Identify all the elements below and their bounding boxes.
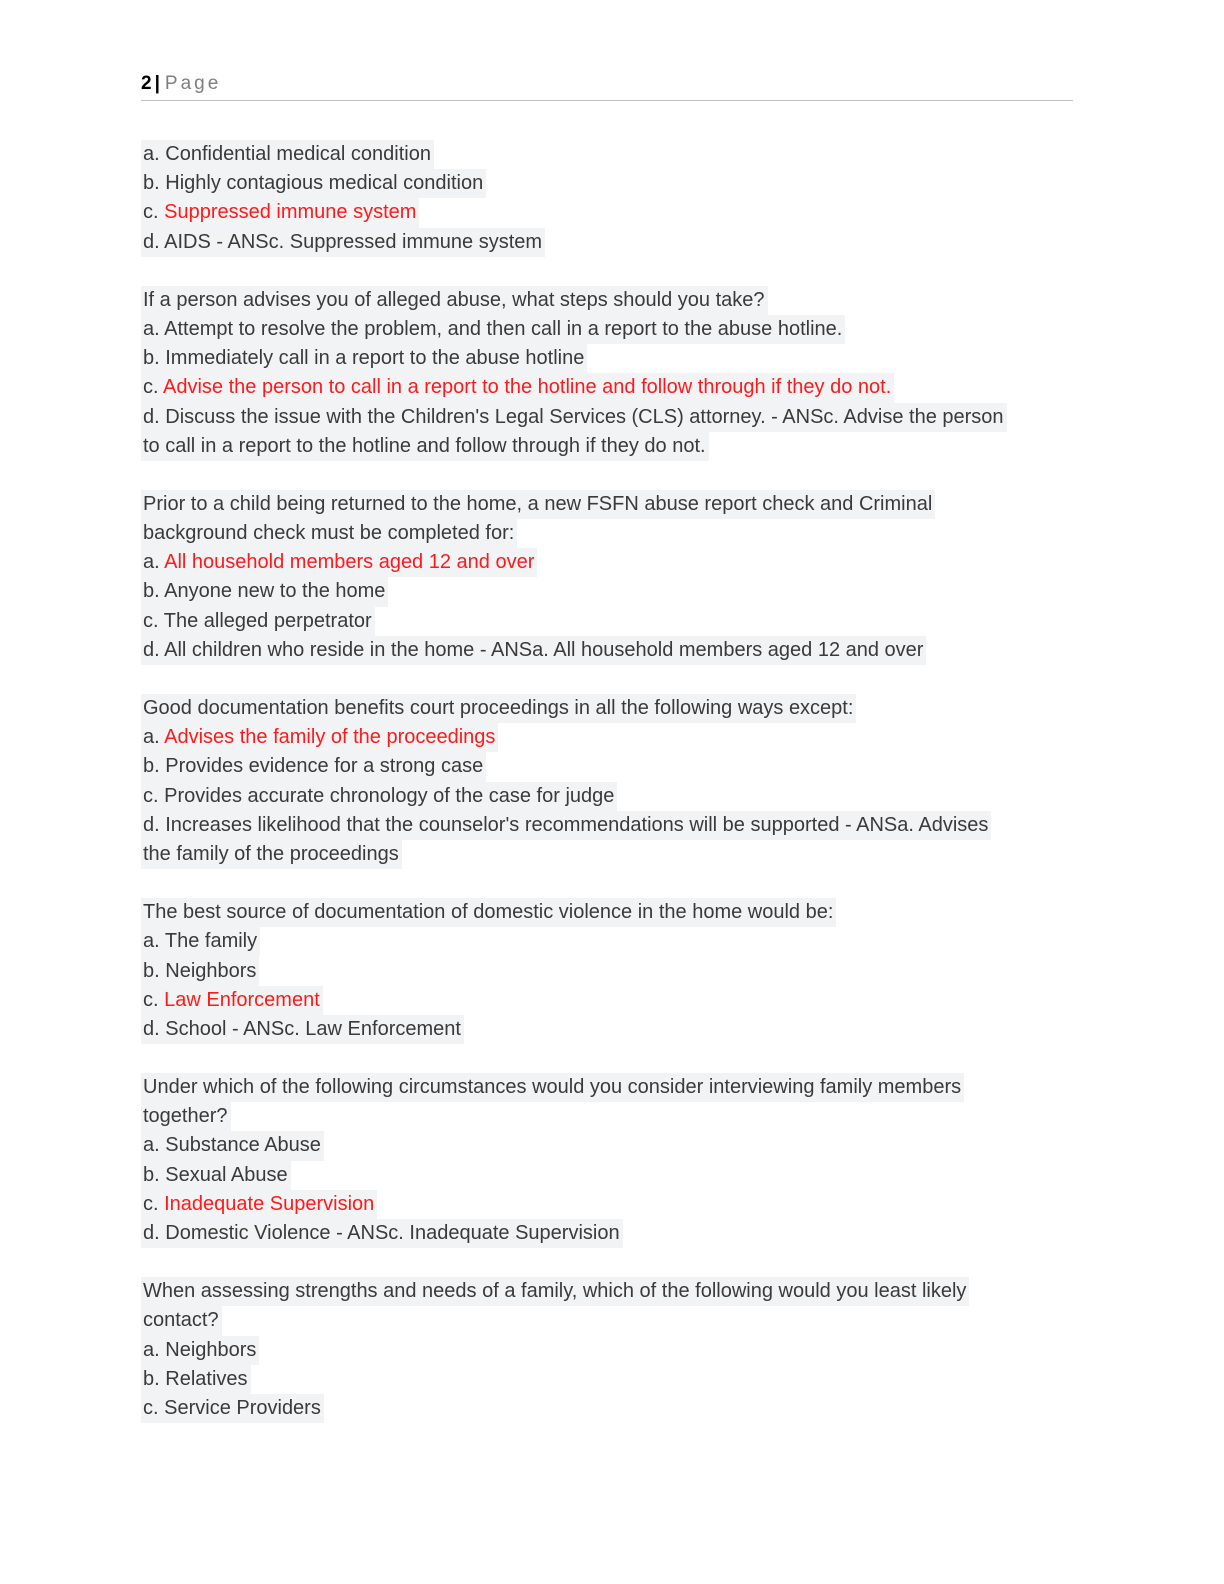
text-row bbox=[141, 1219, 1056, 1248]
line-text: All children who reside in the home - ANSa. All household members aged 12 and over bbox=[164, 638, 924, 661]
answer-option bbox=[141, 140, 434, 169]
option-letter: c. bbox=[143, 201, 165, 224]
correct-answer-text: Advises the family of the proceedings bbox=[164, 726, 496, 749]
answer-option bbox=[141, 782, 617, 811]
option-letter: c. bbox=[143, 1192, 165, 1215]
option-letter: d. bbox=[143, 1017, 166, 1040]
text-row bbox=[141, 577, 1056, 606]
question-text bbox=[141, 1073, 964, 1102]
page-header bbox=[141, 70, 1073, 101]
line-text: contact? bbox=[143, 1309, 219, 1332]
text-row bbox=[141, 811, 1056, 840]
option-letter: b. bbox=[143, 347, 166, 370]
answer-option bbox=[141, 636, 926, 665]
line-text: background check must be completed for: bbox=[143, 522, 515, 545]
option-letter: a. bbox=[143, 930, 165, 953]
text-row bbox=[141, 1015, 1056, 1044]
page-number: 2 bbox=[141, 73, 152, 94]
correct-answer-text: Advise the person to call in a report to the hotline and follow through if they do not. bbox=[163, 376, 892, 399]
page-number-separator: | bbox=[154, 73, 160, 94]
option-letter: d. bbox=[143, 813, 166, 836]
correct-answer-text: Law Enforcement bbox=[164, 988, 320, 1011]
line-text: The alleged perpetrator bbox=[163, 609, 372, 632]
question-text bbox=[141, 286, 768, 315]
option-letter: a. bbox=[143, 726, 165, 749]
option-letter: d. bbox=[143, 230, 165, 253]
option-letter: b. bbox=[143, 1163, 166, 1186]
option-letter: a. bbox=[143, 1134, 166, 1157]
line-text: Immediately call in a report to the abuse hotline bbox=[165, 347, 585, 370]
answer-option bbox=[141, 373, 894, 402]
answer-option bbox=[141, 548, 537, 577]
text-row bbox=[141, 1277, 1056, 1306]
question-block bbox=[141, 286, 1056, 461]
line-text: AIDS - ANSc. Suppressed immune system bbox=[164, 230, 543, 253]
option-letter: b. bbox=[143, 580, 165, 603]
line-text: Provides accurate chronology of the case for judge bbox=[164, 784, 615, 807]
answer-option bbox=[141, 228, 545, 257]
correct-answer-text: All household members aged 12 and over bbox=[164, 551, 535, 574]
answer-option bbox=[141, 811, 991, 840]
answer-option bbox=[141, 1015, 464, 1044]
line-text: together? bbox=[143, 1105, 228, 1128]
question-text bbox=[141, 1102, 231, 1131]
option-letter: d. bbox=[143, 638, 165, 661]
text-row bbox=[141, 957, 1056, 986]
line-text: Service Providers bbox=[164, 1396, 321, 1419]
question-text bbox=[141, 840, 402, 869]
answer-option bbox=[141, 1336, 259, 1365]
line-text: Neighbors bbox=[165, 1338, 257, 1361]
text-row bbox=[141, 548, 1056, 577]
question-block bbox=[141, 1073, 1056, 1248]
answer-option bbox=[141, 723, 498, 752]
line-text: When assessing strengths and needs of a family, which of the following would you least likely bbox=[143, 1280, 967, 1303]
text-row bbox=[141, 1336, 1056, 1365]
text-row bbox=[141, 694, 1056, 723]
line-text: Substance Abuse bbox=[165, 1134, 321, 1157]
option-letter: c. bbox=[143, 1396, 165, 1419]
line-text: Anyone new to the home bbox=[164, 580, 386, 603]
line-text: Domestic Violence - ANSc. Inadequate Supervision bbox=[165, 1222, 620, 1244]
text-row bbox=[141, 140, 1056, 169]
answer-option bbox=[141, 403, 1007, 432]
answer-option bbox=[141, 198, 419, 227]
line-text: Confidential medical condition bbox=[165, 143, 431, 165]
option-letter: a. bbox=[143, 317, 165, 340]
text-row bbox=[141, 1131, 1056, 1160]
question-text bbox=[141, 898, 836, 927]
line-text: If a person advises you of alleged abuse, what steps should you take? bbox=[143, 288, 765, 311]
question-text bbox=[141, 490, 935, 519]
question-text bbox=[141, 1277, 969, 1306]
text-row bbox=[141, 782, 1056, 811]
page-label: Page bbox=[164, 73, 222, 94]
line-text: Relatives bbox=[165, 1367, 248, 1390]
answer-option bbox=[141, 607, 375, 636]
line-text: Discuss the issue with the Children's Legal Services (CLS) attorney. - ANSc. Advise the person bbox=[165, 405, 1004, 428]
line-text: to call in a report to the hotline and follow through if they do not. bbox=[143, 434, 706, 457]
text-row bbox=[141, 607, 1056, 636]
question-block bbox=[141, 898, 1056, 1044]
answer-option bbox=[141, 957, 259, 986]
option-letter: a. bbox=[143, 1338, 166, 1361]
text-row bbox=[141, 315, 1056, 344]
line-text: Attempt to resolve the problem, and then call in a report to the abuse hotline. bbox=[164, 317, 843, 340]
text-row bbox=[141, 1394, 1056, 1423]
option-letter: a. bbox=[143, 143, 166, 165]
question-block bbox=[141, 490, 1056, 665]
text-row bbox=[141, 1102, 1056, 1131]
question-text bbox=[141, 519, 517, 548]
text-row bbox=[141, 1073, 1056, 1102]
answer-option bbox=[141, 1131, 324, 1160]
option-letter: b. bbox=[143, 959, 166, 982]
answer-option bbox=[141, 1219, 623, 1248]
text-row bbox=[141, 986, 1056, 1015]
option-letter: b. bbox=[143, 172, 166, 195]
answer-option bbox=[141, 986, 323, 1015]
correct-answer-text: Suppressed immune system bbox=[164, 201, 417, 224]
text-row bbox=[141, 927, 1056, 956]
line-text: Neighbors bbox=[165, 959, 257, 982]
line-text: Provides evidence for a strong case bbox=[165, 755, 484, 778]
line-text: Good documentation benefits court proceedings in all the following ways except: bbox=[143, 697, 854, 719]
question-block bbox=[141, 140, 1056, 257]
text-row bbox=[141, 1190, 1056, 1219]
line-text: Prior to a child being returned to the home, a new FSFN abuse report check and Criminal bbox=[143, 492, 933, 515]
option-letter: b. bbox=[143, 1367, 166, 1390]
answer-option bbox=[141, 344, 587, 373]
question-block bbox=[141, 1277, 1056, 1423]
answer-option bbox=[141, 1394, 324, 1423]
text-row bbox=[141, 228, 1056, 257]
text-row bbox=[141, 490, 1056, 519]
question-block bbox=[141, 694, 1056, 869]
text-row bbox=[141, 840, 1056, 869]
option-letter: c. bbox=[143, 784, 165, 807]
option-letter: b. bbox=[143, 755, 166, 778]
text-row bbox=[141, 344, 1056, 373]
line-text: Sexual Abuse bbox=[165, 1163, 288, 1186]
text-row bbox=[141, 1365, 1056, 1394]
answer-option bbox=[141, 577, 388, 606]
document-body bbox=[141, 140, 1056, 1452]
question-text bbox=[141, 432, 709, 461]
answer-option bbox=[141, 1161, 291, 1190]
option-letter: d. bbox=[143, 1222, 166, 1244]
option-letter: c. bbox=[143, 988, 165, 1011]
text-row bbox=[141, 198, 1056, 227]
text-row bbox=[141, 169, 1056, 198]
line-text: The family bbox=[164, 930, 258, 953]
text-row bbox=[141, 898, 1056, 927]
line-text: the family of the proceedings bbox=[143, 842, 399, 865]
text-row bbox=[141, 403, 1056, 432]
text-row bbox=[141, 1306, 1056, 1335]
text-row bbox=[141, 432, 1056, 461]
text-row bbox=[141, 752, 1056, 781]
text-row bbox=[141, 519, 1056, 548]
text-row bbox=[141, 286, 1056, 315]
text-row bbox=[141, 723, 1056, 752]
option-letter: d. bbox=[143, 405, 166, 428]
answer-option bbox=[141, 1190, 377, 1219]
correct-answer-text: Inadequate Supervision bbox=[164, 1192, 375, 1215]
line-text: Highly contagious medical condition bbox=[165, 172, 484, 195]
answer-option bbox=[141, 1365, 251, 1394]
answer-option bbox=[141, 927, 260, 956]
question-text bbox=[141, 1306, 222, 1335]
answer-option bbox=[141, 315, 845, 344]
question-text bbox=[141, 694, 856, 723]
line-text: School - ANSc. Law Enforcement bbox=[165, 1017, 461, 1040]
option-letter: c. bbox=[143, 376, 164, 399]
line-text: The best source of documentation of domestic violence in the home would be: bbox=[143, 901, 834, 924]
text-row bbox=[141, 373, 1056, 402]
answer-option bbox=[141, 169, 486, 198]
option-letter: a. bbox=[143, 551, 165, 574]
text-row bbox=[141, 636, 1056, 665]
line-text: Increases likelihood that the counselor's recommendations will be supported - ANSa. Advises bbox=[165, 813, 989, 836]
text-row bbox=[141, 1161, 1056, 1190]
answer-option bbox=[141, 752, 486, 781]
line-text: Under which of the following circumstances would you consider interviewing family members bbox=[143, 1076, 962, 1099]
option-letter: c. bbox=[143, 609, 164, 632]
